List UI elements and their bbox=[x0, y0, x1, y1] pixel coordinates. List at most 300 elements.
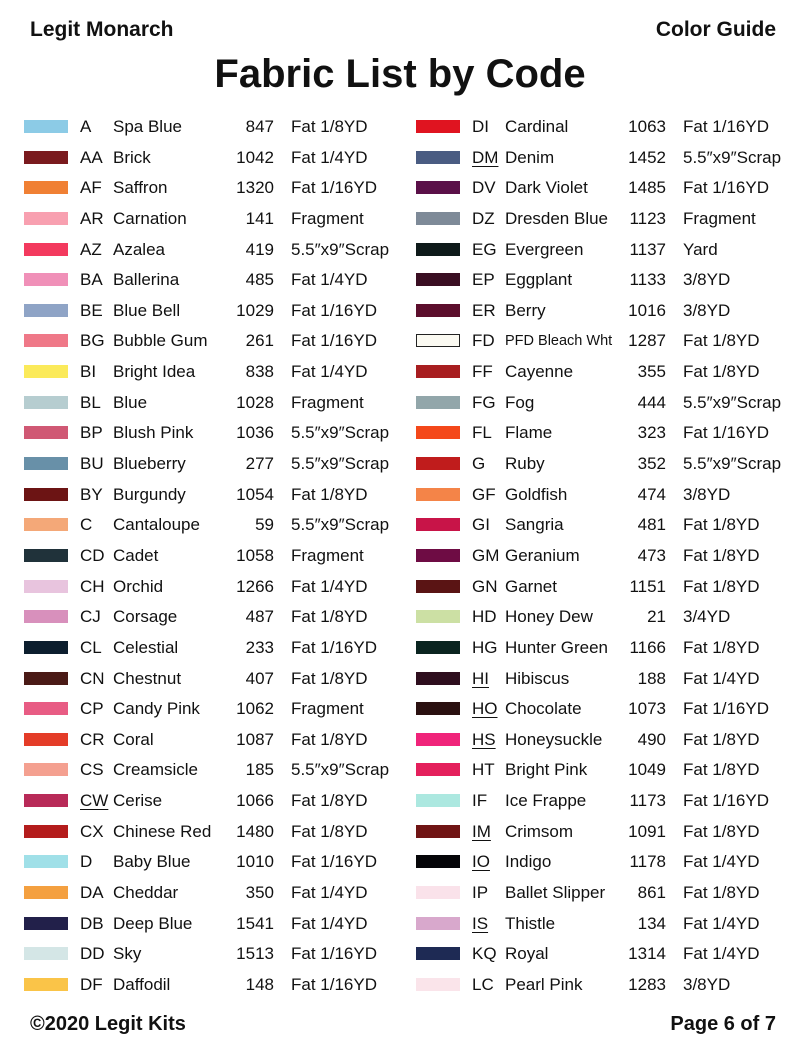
color-swatch bbox=[416, 457, 460, 470]
fabric-code: CD bbox=[80, 545, 105, 565]
fabric-name: Orchid bbox=[113, 576, 164, 596]
fabric-number: 352 bbox=[637, 454, 666, 474]
color-swatch bbox=[24, 672, 68, 685]
color-swatch bbox=[416, 886, 460, 899]
fabric-row bbox=[416, 847, 800, 878]
fabric-size: Fat 1/8YD bbox=[291, 117, 368, 136]
fabric-number: 1173 bbox=[629, 791, 666, 811]
color-swatch bbox=[416, 396, 460, 409]
fabric-size: Fat 1/4YD bbox=[683, 913, 760, 933]
color-swatch bbox=[24, 181, 68, 194]
color-swatch bbox=[416, 151, 460, 164]
color-swatch bbox=[416, 304, 460, 317]
fabric-code: GI bbox=[472, 515, 490, 535]
fabric-name: Flame bbox=[505, 423, 553, 443]
color-swatch bbox=[416, 917, 460, 930]
fabric-row bbox=[24, 939, 414, 970]
color-swatch bbox=[416, 181, 460, 194]
color-swatch bbox=[24, 151, 68, 164]
fabric-number: 1166 bbox=[629, 637, 666, 657]
fabric-code: HG bbox=[472, 637, 498, 657]
fabric-size: Fat 1/8YD bbox=[291, 484, 368, 504]
fabric-name: Royal bbox=[505, 944, 549, 964]
fabric-row bbox=[24, 173, 414, 204]
fabric-number: 419 bbox=[245, 239, 274, 259]
fabric-number: 838 bbox=[245, 362, 274, 382]
fabric-name: Blue Bell bbox=[113, 300, 181, 320]
fabric-row bbox=[416, 755, 800, 786]
color-swatch bbox=[24, 488, 68, 501]
fabric-size: 3/4YD bbox=[683, 607, 731, 627]
color-swatch bbox=[416, 641, 460, 654]
fabric-name: Daffodil bbox=[113, 974, 171, 994]
fabric-code: BA bbox=[80, 270, 103, 290]
fabric-number: 1123 bbox=[629, 208, 666, 228]
fabric-name: Bright Idea bbox=[113, 362, 196, 382]
fabric-name: Eggplant bbox=[505, 270, 573, 290]
fabric-size: 5.5″x9″Scrap bbox=[683, 454, 782, 474]
color-swatch bbox=[24, 855, 68, 868]
fabric-row bbox=[416, 878, 800, 909]
fabric-row bbox=[24, 664, 414, 695]
fabric-number: 407 bbox=[245, 668, 274, 688]
fabric-number: 1087 bbox=[236, 729, 274, 749]
fabric-code: DI bbox=[472, 117, 489, 136]
fabric-code: DB bbox=[80, 913, 104, 933]
fabric-number: 474 bbox=[637, 484, 666, 504]
fabric-row bbox=[416, 970, 800, 1001]
fabric-number: 1091 bbox=[628, 821, 666, 841]
fabric-row bbox=[416, 694, 800, 725]
fabric-code: CP bbox=[80, 699, 104, 719]
fabric-size: Fragment bbox=[291, 699, 364, 719]
fabric-number: 847 bbox=[245, 117, 274, 136]
fabric-name: Brick bbox=[113, 147, 151, 167]
fabric-code: DZ bbox=[472, 208, 495, 228]
fabric-number: 481 bbox=[637, 515, 666, 535]
fabric-name: Honey Dew bbox=[505, 607, 593, 627]
fabric-name: Geranium bbox=[505, 545, 580, 565]
fabric-row bbox=[24, 143, 414, 174]
fabric-row bbox=[416, 235, 800, 266]
fabric-size: 5.5″x9″Scrap bbox=[291, 454, 390, 474]
fabric-number: 1066 bbox=[236, 791, 274, 811]
fabric-size: Fat 1/4YD bbox=[683, 852, 760, 872]
color-swatch bbox=[24, 641, 68, 654]
fabric-row bbox=[416, 510, 800, 541]
fabric-code: DV bbox=[472, 178, 496, 198]
fabric-row bbox=[24, 235, 414, 266]
fabric-code: IO bbox=[472, 852, 490, 872]
fabric-number: 1036 bbox=[236, 423, 274, 443]
fabric-name: Thistle bbox=[505, 913, 556, 933]
color-swatch bbox=[24, 365, 68, 378]
fabric-name: Berry bbox=[505, 300, 546, 320]
fabric-size: Fat 1/8YD bbox=[291, 791, 368, 811]
color-swatch bbox=[416, 947, 460, 960]
fabric-row bbox=[24, 633, 414, 664]
fabric-code: FL bbox=[472, 423, 492, 443]
fabric-row bbox=[24, 296, 414, 327]
fabric-name: Cerise bbox=[113, 791, 163, 811]
color-swatch bbox=[24, 825, 68, 838]
fabric-size: 3/8YD bbox=[683, 300, 731, 320]
fabric-row bbox=[416, 326, 800, 357]
fabric-code: GM bbox=[472, 545, 500, 565]
fabric-row bbox=[416, 541, 800, 572]
fabric-number: 188 bbox=[637, 668, 666, 688]
fabric-code: BU bbox=[80, 454, 104, 474]
fabric-name: Bright Pink bbox=[505, 760, 588, 780]
fabric-code: BI bbox=[80, 362, 97, 382]
fabric-name: Bubble Gum bbox=[113, 331, 208, 351]
fabric-number: 444 bbox=[637, 392, 666, 412]
fabric-number: 1010 bbox=[236, 852, 274, 872]
fabric-name: Evergreen bbox=[505, 239, 584, 259]
color-swatch bbox=[416, 426, 460, 439]
fabric-row bbox=[416, 173, 800, 204]
fabric-list-right bbox=[416, 112, 800, 1001]
fabric-row bbox=[416, 265, 800, 296]
fabric-size: Fat 1/8YD bbox=[683, 729, 760, 749]
fabric-row bbox=[24, 817, 414, 848]
fabric-name: Creamsicle bbox=[113, 760, 199, 780]
fabric-code: CH bbox=[80, 576, 105, 596]
fabric-code: EG bbox=[472, 239, 497, 259]
fabric-name: Ballet Slipper bbox=[505, 883, 606, 903]
fabric-code: A bbox=[80, 117, 92, 136]
fabric-row bbox=[416, 725, 800, 756]
color-swatch bbox=[24, 518, 68, 531]
fabric-row bbox=[416, 296, 800, 327]
fabric-row bbox=[416, 633, 800, 664]
fabric-number: 1480 bbox=[236, 821, 274, 841]
fabric-row bbox=[416, 357, 800, 388]
color-swatch bbox=[416, 610, 460, 623]
fabric-code: BE bbox=[80, 300, 103, 320]
fabric-number: 487 bbox=[245, 607, 274, 627]
fabric-code: AF bbox=[80, 178, 102, 198]
fabric-row bbox=[416, 909, 800, 940]
fabric-code: DM bbox=[472, 147, 499, 167]
fabric-row bbox=[416, 817, 800, 848]
fabric-size: Fat 1/16YD bbox=[291, 637, 377, 657]
brand-name: Legit Monarch bbox=[30, 18, 174, 41]
fabric-row bbox=[416, 418, 800, 449]
color-swatch bbox=[24, 947, 68, 960]
color-swatch bbox=[24, 978, 68, 991]
fabric-number: 1049 bbox=[628, 760, 666, 780]
fabric-size: Yard bbox=[683, 239, 718, 259]
fabric-size: Fragment bbox=[683, 208, 756, 228]
fabric-number: 485 bbox=[245, 270, 274, 290]
fabric-size: Fat 1/16YD bbox=[683, 117, 769, 136]
fabric-name: Dresden Blue bbox=[505, 208, 609, 228]
fabric-size: 5.5″x9″Scrap bbox=[683, 392, 782, 412]
fabric-code: HT bbox=[472, 760, 495, 780]
fabric-row bbox=[416, 112, 800, 143]
color-swatch bbox=[416, 365, 460, 378]
fabric-row bbox=[24, 602, 414, 633]
fabric-code: IP bbox=[472, 883, 489, 903]
fabric-name: Ice Frappe bbox=[505, 791, 587, 811]
color-swatch bbox=[416, 580, 460, 593]
color-swatch bbox=[416, 273, 460, 286]
fabric-name: Chinese Red bbox=[113, 821, 212, 841]
fabric-number: 1287 bbox=[628, 331, 666, 351]
fabric-row bbox=[24, 786, 414, 817]
color-swatch bbox=[24, 549, 68, 562]
color-swatch bbox=[24, 763, 68, 776]
fabric-name: Blue bbox=[113, 392, 148, 412]
fabric-name: Corsage bbox=[113, 607, 178, 627]
fabric-code: HD bbox=[472, 607, 497, 627]
fabric-code: FD bbox=[472, 331, 495, 351]
fabric-size: Fat 1/16YD bbox=[683, 178, 769, 198]
fabric-row bbox=[416, 449, 800, 480]
fabric-size: 5.5″x9″Scrap bbox=[291, 515, 390, 535]
fabric-size: Fragment bbox=[291, 208, 364, 228]
fabric-name: Blush Pink bbox=[113, 423, 194, 443]
fabric-number: 59 bbox=[255, 515, 274, 535]
fabric-size: 5.5″x9″Scrap bbox=[291, 423, 390, 443]
fabric-name: Sangria bbox=[505, 515, 564, 535]
fabric-number: 1485 bbox=[628, 178, 666, 198]
fabric-size: Fat 1/16YD bbox=[291, 178, 377, 198]
fabric-name: Ballerina bbox=[113, 270, 180, 290]
page-title: Fabric List by Code bbox=[214, 52, 586, 96]
fabric-row bbox=[416, 786, 800, 817]
fabric-row bbox=[24, 112, 414, 143]
color-swatch bbox=[24, 243, 68, 256]
fabric-row bbox=[416, 388, 800, 419]
fabric-row bbox=[24, 541, 414, 572]
fabric-code: DA bbox=[80, 883, 104, 903]
fabric-name: Goldfish bbox=[505, 484, 568, 504]
fabric-row bbox=[416, 939, 800, 970]
fabric-number: 1029 bbox=[236, 300, 274, 320]
fabric-code: CS bbox=[80, 760, 104, 780]
fabric-number: 490 bbox=[637, 729, 666, 749]
fabric-name: Baby Blue bbox=[113, 852, 191, 872]
fabric-number: 1151 bbox=[629, 576, 666, 596]
color-swatch bbox=[416, 978, 460, 991]
fabric-code: CL bbox=[80, 637, 102, 657]
fabric-name: Pearl Pink bbox=[505, 974, 583, 994]
fabric-number: 1137 bbox=[629, 239, 666, 259]
fabric-name: Saffron bbox=[113, 178, 168, 198]
fabric-number: 1133 bbox=[629, 270, 666, 290]
fabric-number: 1266 bbox=[236, 576, 274, 596]
fabric-code: CX bbox=[80, 821, 104, 841]
fabric-size: Fragment bbox=[291, 545, 364, 565]
fabric-size: Fat 1/4YD bbox=[683, 944, 760, 964]
fabric-row bbox=[416, 480, 800, 511]
fabric-number: 1058 bbox=[236, 545, 274, 565]
fabric-code: D bbox=[80, 852, 93, 872]
fabric-name: Chocolate bbox=[505, 699, 582, 719]
fabric-size: Fat 1/4YD bbox=[291, 147, 368, 167]
fabric-size: Fat 1/8YD bbox=[683, 760, 760, 780]
color-swatch bbox=[24, 396, 68, 409]
fabric-number: 1054 bbox=[236, 484, 274, 504]
color-swatch bbox=[24, 273, 68, 286]
fabric-code: AA bbox=[80, 147, 103, 167]
fabric-name: Cardinal bbox=[505, 117, 569, 136]
fabric-number: 1320 bbox=[236, 178, 274, 198]
fabric-code: EP bbox=[472, 270, 495, 290]
color-swatch bbox=[24, 610, 68, 623]
color-swatch bbox=[416, 120, 460, 133]
color-swatch bbox=[24, 304, 68, 317]
color-swatch bbox=[416, 763, 460, 776]
page-number: Page 6 of 7 bbox=[670, 1013, 776, 1035]
color-swatch bbox=[24, 580, 68, 593]
fabric-number: 355 bbox=[637, 362, 666, 382]
fabric-name: Coral bbox=[113, 729, 154, 749]
fabric-name: Cheddar bbox=[113, 883, 179, 903]
fabric-name: Cayenne bbox=[505, 362, 574, 382]
fabric-code: AZ bbox=[80, 239, 102, 259]
fabric-size: Fat 1/8YD bbox=[683, 821, 760, 841]
fabric-size: Fat 1/8YD bbox=[683, 515, 760, 535]
fabric-code: BG bbox=[80, 331, 105, 351]
fabric-name: Indigo bbox=[505, 852, 552, 872]
fabric-row bbox=[24, 694, 414, 725]
fabric-size: Fat 1/8YD bbox=[291, 821, 368, 841]
fabric-number: 1042 bbox=[236, 147, 274, 167]
fabric-number: 233 bbox=[245, 637, 274, 657]
fabric-row bbox=[24, 357, 414, 388]
fabric-number: 1452 bbox=[628, 147, 666, 167]
fabric-size: Fat 1/16YD bbox=[291, 974, 377, 994]
fabric-size: 3/8YD bbox=[683, 484, 731, 504]
fabric-number: 261 bbox=[245, 331, 274, 351]
fabric-row bbox=[24, 510, 414, 541]
fabric-size: Fat 1/8YD bbox=[291, 607, 368, 627]
fabric-name: Burgundy bbox=[113, 484, 186, 504]
fabric-name: Deep Blue bbox=[113, 913, 193, 933]
fabric-number: 1028 bbox=[236, 392, 274, 412]
fabric-name: Hibiscus bbox=[505, 668, 570, 688]
fabric-row bbox=[416, 602, 800, 633]
fabric-size: Fat 1/16YD bbox=[291, 852, 377, 872]
fabric-size: Fat 1/4YD bbox=[291, 576, 368, 596]
fabric-code: BL bbox=[80, 392, 101, 412]
color-swatch bbox=[24, 733, 68, 746]
fabric-name: Ruby bbox=[505, 454, 545, 474]
fabric-size: Fat 1/8YD bbox=[683, 331, 760, 351]
fabric-size: 5.5″x9″Scrap bbox=[683, 147, 782, 167]
fabric-row bbox=[24, 755, 414, 786]
fabric-name: Honeysuckle bbox=[505, 729, 603, 749]
fabric-row bbox=[416, 143, 800, 174]
fabric-row bbox=[416, 572, 800, 603]
fabric-code: LC bbox=[472, 974, 494, 994]
fabric-size: Fat 1/16YD bbox=[683, 699, 769, 719]
fabric-size: Fat 1/8YD bbox=[291, 729, 368, 749]
fabric-name: Chestnut bbox=[113, 668, 182, 688]
fabric-size: Fat 1/4YD bbox=[291, 270, 368, 290]
fabric-size: Fragment bbox=[291, 392, 364, 412]
fabric-row bbox=[24, 847, 414, 878]
fabric-size: Fat 1/16YD bbox=[683, 423, 769, 443]
color-swatch bbox=[416, 243, 460, 256]
fabric-code: BY bbox=[80, 484, 103, 504]
fabric-name: Celestial bbox=[113, 637, 179, 657]
fabric-code: IF bbox=[472, 791, 488, 811]
fabric-code: AR bbox=[80, 208, 104, 228]
fabric-code: CR bbox=[80, 729, 105, 749]
fabric-number: 323 bbox=[637, 423, 666, 443]
fabric-size: 5.5″x9″Scrap bbox=[291, 760, 390, 780]
fabric-code: G bbox=[472, 454, 486, 474]
fabric-size: 3/8YD bbox=[683, 270, 731, 290]
color-swatch bbox=[416, 702, 460, 715]
fabric-name: Sky bbox=[113, 944, 142, 964]
fabric-name: Denim bbox=[505, 147, 555, 167]
fabric-row bbox=[24, 204, 414, 235]
fabric-name: Cadet bbox=[113, 545, 159, 565]
fabric-size: 5.5″x9″Scrap bbox=[291, 239, 390, 259]
color-swatch bbox=[416, 855, 460, 868]
fabric-number: 1016 bbox=[628, 300, 666, 320]
fabric-code: FG bbox=[472, 392, 496, 412]
fabric-number: 1063 bbox=[628, 117, 666, 136]
fabric-row bbox=[416, 664, 800, 695]
color-swatch bbox=[24, 794, 68, 807]
color-swatch bbox=[416, 518, 460, 531]
fabric-number: 141 bbox=[245, 208, 274, 228]
color-swatch bbox=[24, 334, 68, 347]
color-swatch bbox=[416, 212, 460, 225]
fabric-code: GN bbox=[472, 576, 498, 596]
fabric-row bbox=[24, 725, 414, 756]
color-swatch bbox=[416, 794, 460, 807]
fabric-number: 861 bbox=[637, 883, 666, 903]
fabric-size: Fat 1/8YD bbox=[683, 362, 760, 382]
fabric-code: DD bbox=[80, 944, 105, 964]
fabric-row bbox=[24, 449, 414, 480]
fabric-size: 3/8YD bbox=[683, 974, 731, 994]
fabric-code: C bbox=[80, 515, 93, 535]
fabric-row bbox=[24, 326, 414, 357]
color-swatch bbox=[416, 672, 460, 685]
fabric-number: 1513 bbox=[236, 944, 274, 964]
fabric-number: 1073 bbox=[628, 699, 666, 719]
color-swatch bbox=[416, 488, 460, 501]
fabric-row bbox=[24, 480, 414, 511]
fabric-row bbox=[24, 878, 414, 909]
fabric-number: 134 bbox=[637, 913, 666, 933]
fabric-code: GF bbox=[472, 484, 496, 504]
fabric-size: Fat 1/4YD bbox=[291, 913, 368, 933]
fabric-number: 185 bbox=[245, 760, 274, 780]
fabric-code: BP bbox=[80, 423, 103, 443]
color-swatch bbox=[24, 917, 68, 930]
fabric-code: IS bbox=[472, 913, 489, 933]
fabric-row bbox=[24, 388, 414, 419]
fabric-name: Crimsom bbox=[505, 821, 573, 841]
fabric-code: KQ bbox=[472, 944, 497, 964]
fabric-number: 21 bbox=[647, 607, 666, 627]
fabric-size: Fat 1/4YD bbox=[683, 668, 760, 688]
fabric-size: Fat 1/8YD bbox=[291, 668, 368, 688]
fabric-name: PFD Bleach Wht bbox=[505, 333, 613, 350]
fabric-row bbox=[24, 909, 414, 940]
fabric-name: Garnet bbox=[505, 576, 557, 596]
fabric-row bbox=[24, 265, 414, 296]
